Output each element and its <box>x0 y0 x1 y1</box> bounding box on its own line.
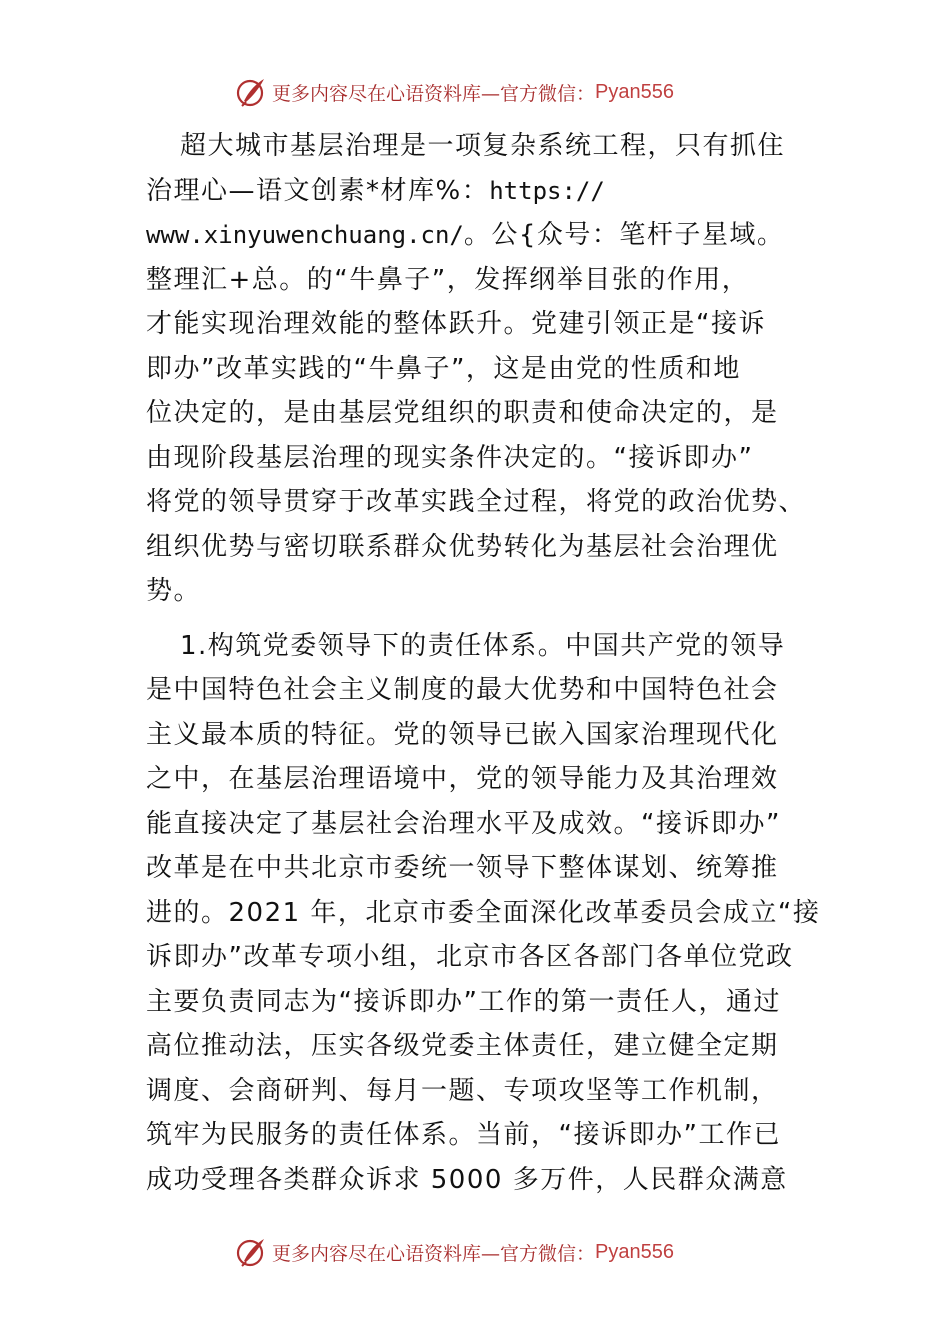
paragraph-1-line: 位决定的，是由基层党组织的职责和使命决定的，是 <box>146 398 779 428</box>
paragraph-2-line: 改革是在中共北京市委统一领导下整体谋划、统筹推 <box>146 853 779 883</box>
header-text: 更多内容尽在心语资料库—官方微信： <box>272 82 596 105</box>
paragraph-1-line: 组织优势与密切联系群众优势转化为基层社会治理优 <box>146 531 779 562</box>
footer-wechat-id: Pyan556 <box>595 1240 674 1263</box>
quill-logo-icon <box>234 75 268 109</box>
header-wechat-id: Pyan556 <box>595 80 674 103</box>
paragraph-2-line: 主义最本质的特征。党的领导已嵌入国家治理现代化 <box>146 719 779 750</box>
article-body <box>146 124 826 1202</box>
paragraph-1-line: 由现阶段基层治理的现实条件决定的。“接诉即办” <box>146 442 754 473</box>
paragraph-2-line: 之中，在基层治理语境中，党的领导能力及其治理效 <box>146 764 779 794</box>
text-fragment: 。公{众号：笔杆子星域。 <box>463 220 785 250</box>
paragraph-2-line: 1.构筑党委领导下的责任体系。中国共产党的领导 <box>180 630 786 661</box>
paragraph-1-line: 势。 <box>146 576 202 606</box>
paragraph-1-line: 即办”改革实践的“牛鼻子”，这是由党的性质和地 <box>146 353 741 384</box>
paragraph-1-line <box>146 213 826 258</box>
url-fragment: www.xinyuwenchuang.cn/ <box>146 221 464 249</box>
paragraph-2-line: 高位推动法，压实各级党委主体责任，建立健全定期 <box>146 1031 779 1061</box>
paragraph-1-line: 才能实现治理效能的整体跃升。党建引领正是“接诉 <box>146 309 766 339</box>
paragraph-2-line: 调度、会商研判、每月一题、专项攻坚等工作机制， <box>146 1075 779 1106</box>
paragraph-2-line: 主要负责同志为“接诉即办”工作的第一责任人，通过 <box>146 986 781 1017</box>
paragraph-2-line: 是中国特色社会主义制度的最大优势和中国特色社会 <box>146 675 779 705</box>
text-fragment: 治理心—语文创素*材库%： <box>146 175 490 206</box>
paragraph-1-line: 将党的领导贯穿于改革实践全过程，将党的政治优势、 <box>146 487 807 517</box>
header-banner <box>234 74 734 110</box>
footer-banner <box>234 1234 734 1270</box>
paragraph-1-line <box>146 169 826 214</box>
paragraph-2-line: 进的。2021 年，北京市委全面深化改革委员会成立“接 <box>146 897 821 928</box>
paragraph-2-line: 能直接决定了基层社会治理水平及成效。“接诉即办” <box>146 808 781 839</box>
paragraph-1-line: 整理汇+总。的“牛鼻子”，发挥纲举目张的作用， <box>146 264 750 295</box>
quill-logo-icon <box>234 1235 268 1269</box>
paragraph-2-line: 诉即办”改革专项小组，北京市各区各部门各单位党政 <box>146 942 794 972</box>
paragraph-1-line: 超大城市基层治理是一项复杂系统工程，只有抓住 <box>180 131 786 161</box>
paragraph-2-line: 筑牢为民服务的责任体系。当前，“接诉即办”工作已 <box>146 1120 781 1150</box>
url-fragment: https:// <box>489 176 605 205</box>
footer-text: 更多内容尽在心语资料库—官方微信： <box>272 1242 596 1265</box>
paragraph-2-line: 成功受理各类群众诉求 5000 多万件，人民群众满意 <box>146 1164 788 1195</box>
